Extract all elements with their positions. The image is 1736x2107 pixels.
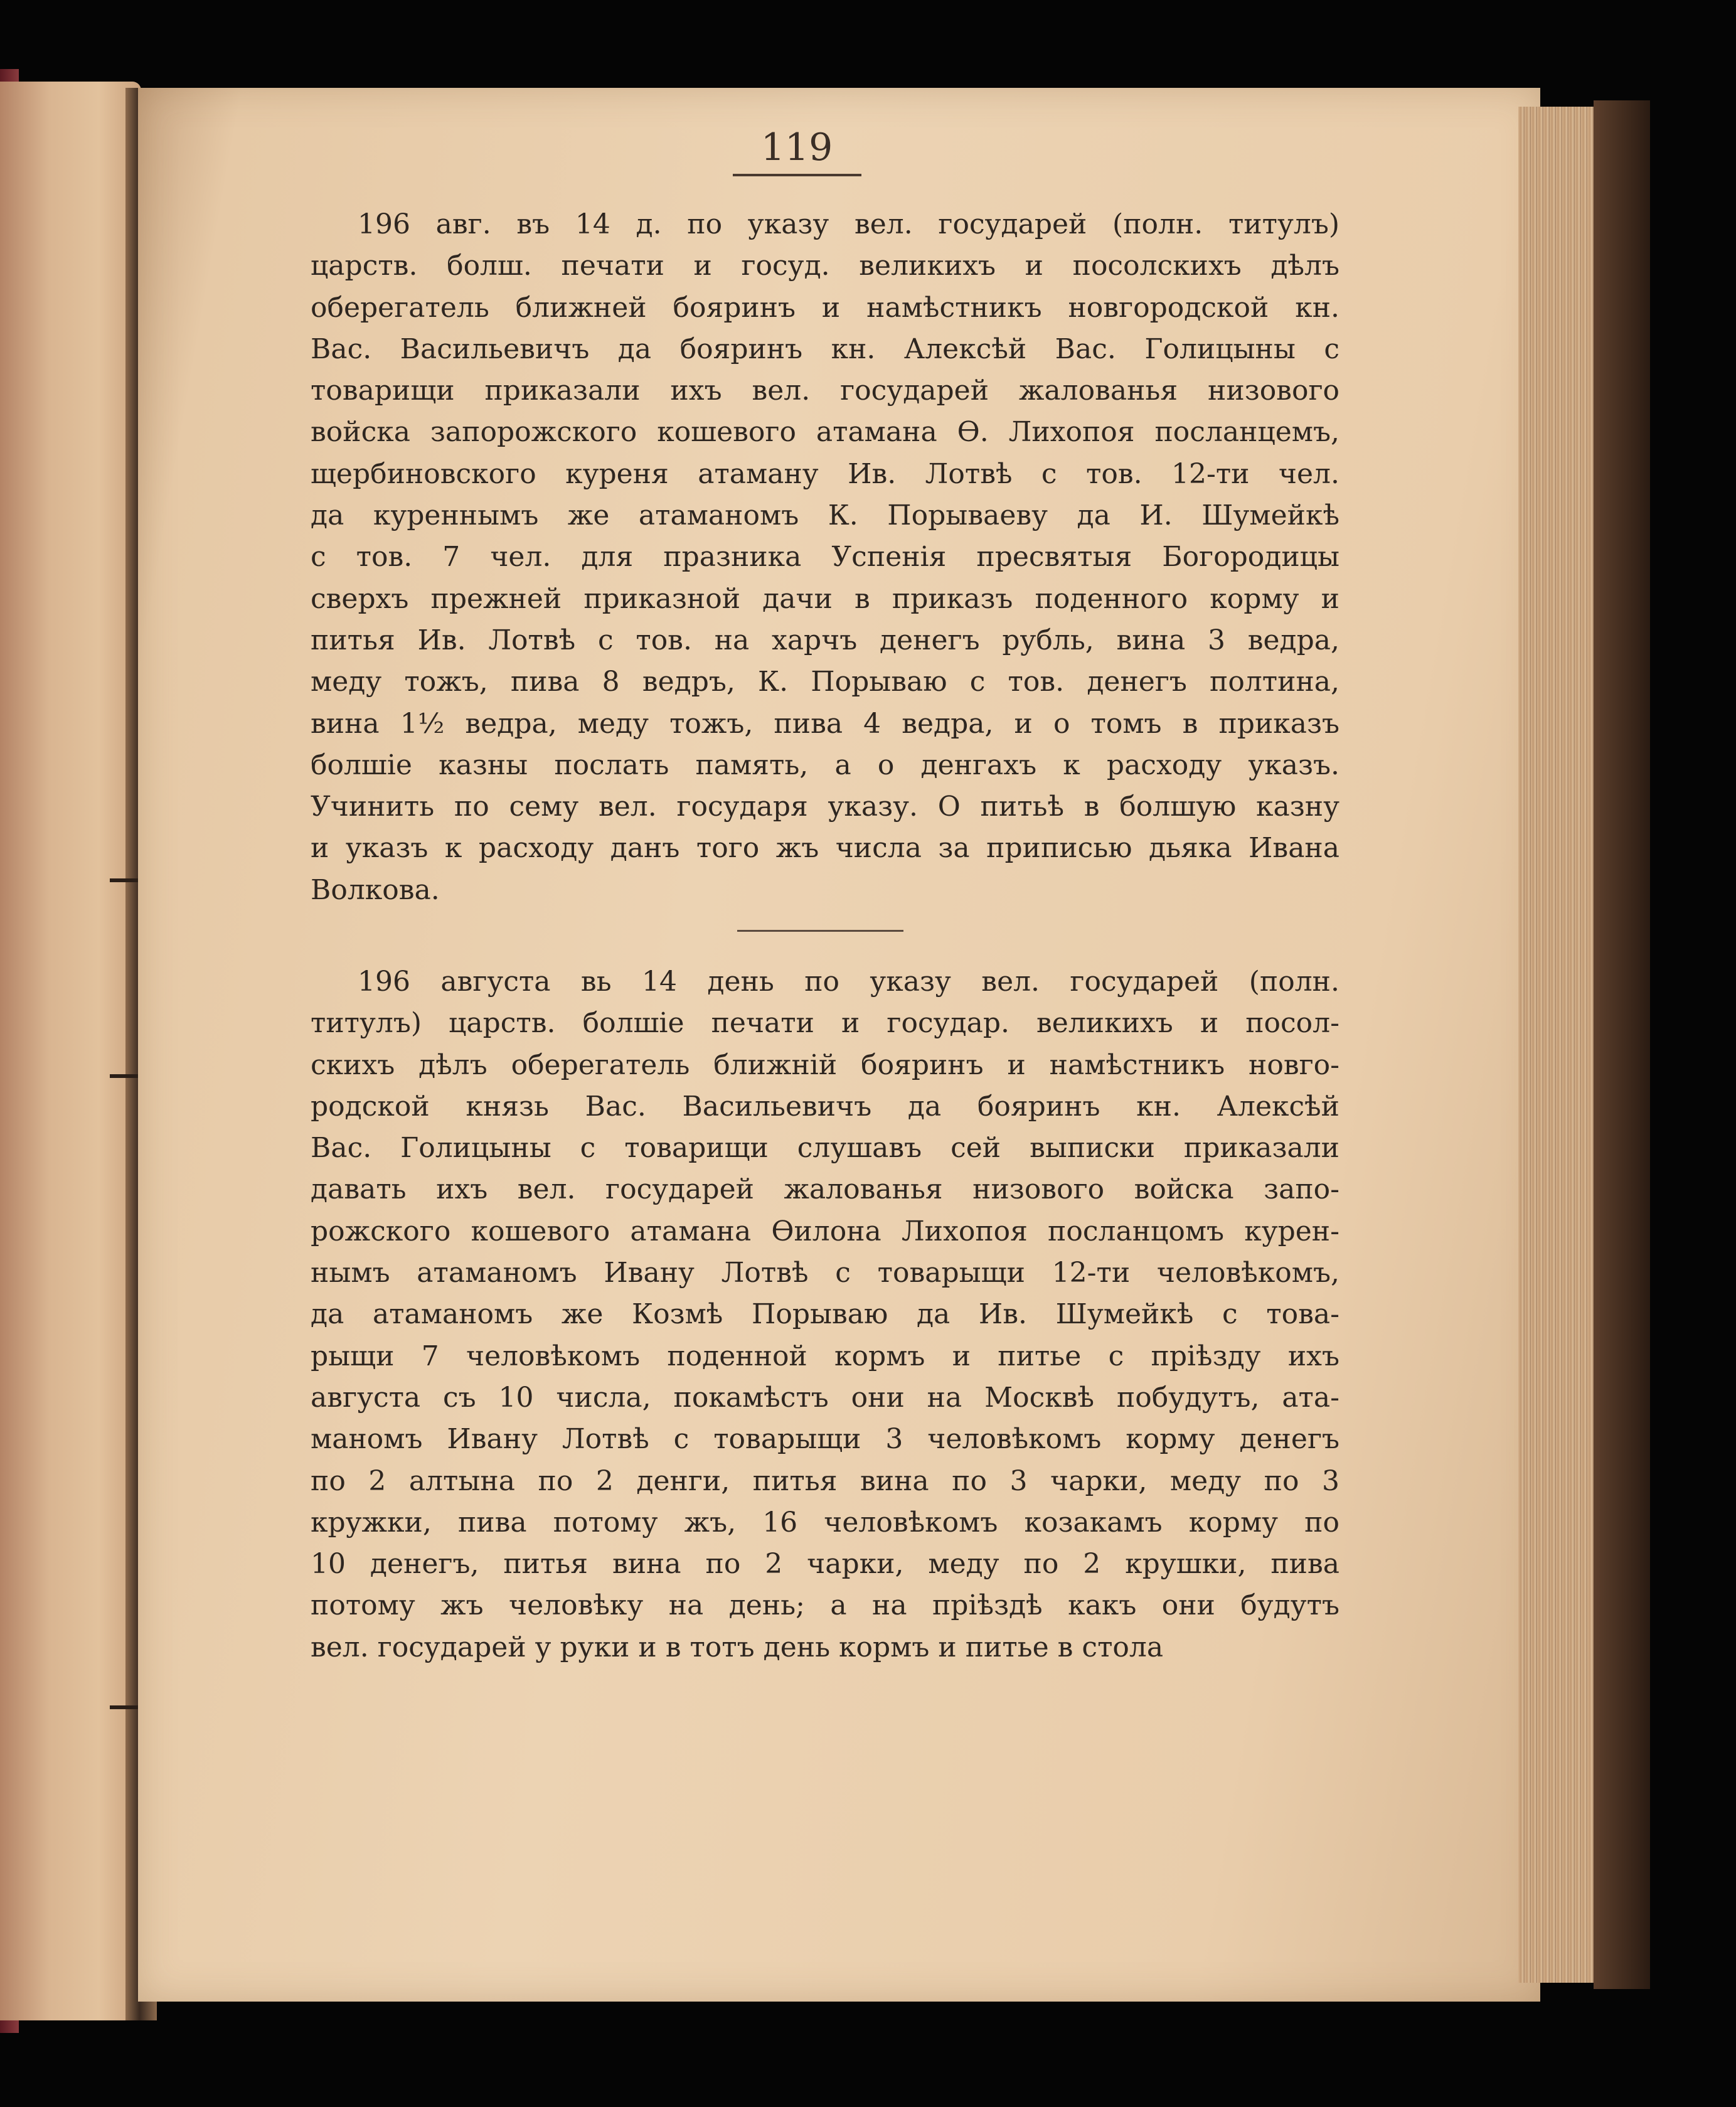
text-line: товарищи приказали ихъ вел. государей жалованья низового (311, 375, 1339, 407)
text-line: с тов. 7 чел. для празника Успенія пресвятыя Богородицы (311, 541, 1339, 573)
text-line: потому жъ человѣку на день; а на пріѣздѣ какъ они будутъ (311, 1589, 1339, 1622)
text-line: Вас. Голицыны с товарищи слушавъ сей выписки приказали (311, 1132, 1339, 1165)
text-line: войска запорожского кошевого атамана Ѳ. Лихопоя посланцемъ, (311, 416, 1339, 449)
text-line: болшіе казны послать память, а о денгахъ к расходу указъ. (311, 749, 1339, 781)
text-line: вина 1½ ведра, меду тожъ, пива 4 ведра, и о томъ в приказъ (311, 707, 1339, 740)
text-line: щербиновского куреня атаману Ив. Лотвѣ с тов. 12-ти чел. (311, 457, 1339, 490)
paragraph-1 (311, 204, 1339, 911)
left-page (0, 82, 141, 2020)
text-line: нымъ атаманомъ Ивану Лотвѣ с товарыщи 12-ти человѣкомъ, (311, 1257, 1339, 1289)
text-line: скихъ дѣлъ оберегатель ближній бояринъ и намѣстникъ новго- (311, 1048, 1339, 1081)
text-line: оберегатель ближней бояринъ и намѣстникъ новгородской кн. (311, 291, 1339, 324)
text-line: меду тожъ, пива 8 ведръ, К. Порываю с тов. денегъ полтина, (311, 666, 1339, 698)
text-line: давать ихъ вел. государей жалованья низового войска запо- (311, 1173, 1339, 1206)
section-divider (737, 930, 903, 932)
text-line: Учинить по сему вел. государя указу. О питьѣ в болшую казну (311, 791, 1339, 823)
text-line: царств. болш. печати и госуд. великихъ и посолскихъ дѣлъ (311, 250, 1339, 282)
text-line: кружки, пива потому жъ, 16 человѣкомъ козакамъ корму по (311, 1506, 1339, 1539)
text-line: родской князь Вас. Васильевичъ да бояринъ кн. Алексѣй (311, 1090, 1339, 1123)
text-line: рожского кошевого атамана Ѳилона Лихопоя посланцомъ курен- (311, 1215, 1339, 1247)
page-number: 119 (760, 125, 833, 169)
text-line: 196 авг. въ 14 д. по указу вел. государей (полн. титулъ) (358, 208, 1339, 240)
text-line: по 2 алтына по 2 денги, питья вина по 3 чарки, меду по 3 (311, 1464, 1339, 1497)
text-line: да атаманомъ же Козмѣ Порываю да Ив. Шумейкѣ с това- (311, 1298, 1339, 1331)
text-line: Вас. Васильевичъ да бояринъ кн. Алексѣй Вас. Голицыны с (311, 333, 1339, 365)
text-line: сверхъ прежней приказной дачи в приказъ поденного корму и (311, 582, 1339, 615)
page-edges (1518, 107, 1597, 1983)
text-line: маномъ Ивану Лотвѣ с товарыщи 3 человѣкомъ корму денегъ (311, 1423, 1339, 1456)
text-line: питья Ив. Лотвѣ с тов. на харчъ денегъ рубль, вина 3 ведра, (311, 624, 1339, 656)
text-line: рыщи 7 человѣкомъ поденной кормъ и питье с пріѣзду ихъ (311, 1340, 1339, 1372)
text-line: 196 августа вь 14 день по указу вел. государей (полн. (358, 966, 1339, 998)
paragraph-2 (311, 961, 1339, 1668)
text-line: Волкова. (311, 873, 440, 906)
text-line: титулъ) царств. болшіе печати и государ. великихъ и посол- (311, 1007, 1339, 1040)
text-line: да куреннымъ же атаманомъ К. Порываеву да И. Шумейкѣ (311, 499, 1339, 532)
text-line: 10 денегъ, питья вина по 2 чарки, меду по 2 крушки, пива (311, 1548, 1339, 1581)
text-line: вел. государей у руки и в тотъ день кормъ и питье в стола (311, 1631, 1164, 1663)
page-number-rule (733, 174, 861, 176)
book-spine-edge (1594, 100, 1650, 1989)
text-line: августа съ 10 числа, покамѣстъ они на Москвѣ побудутъ, ата- (311, 1381, 1339, 1414)
text-line: и указъ к расходу данъ того жъ числа за приписью дьяка Ивана (311, 832, 1339, 865)
